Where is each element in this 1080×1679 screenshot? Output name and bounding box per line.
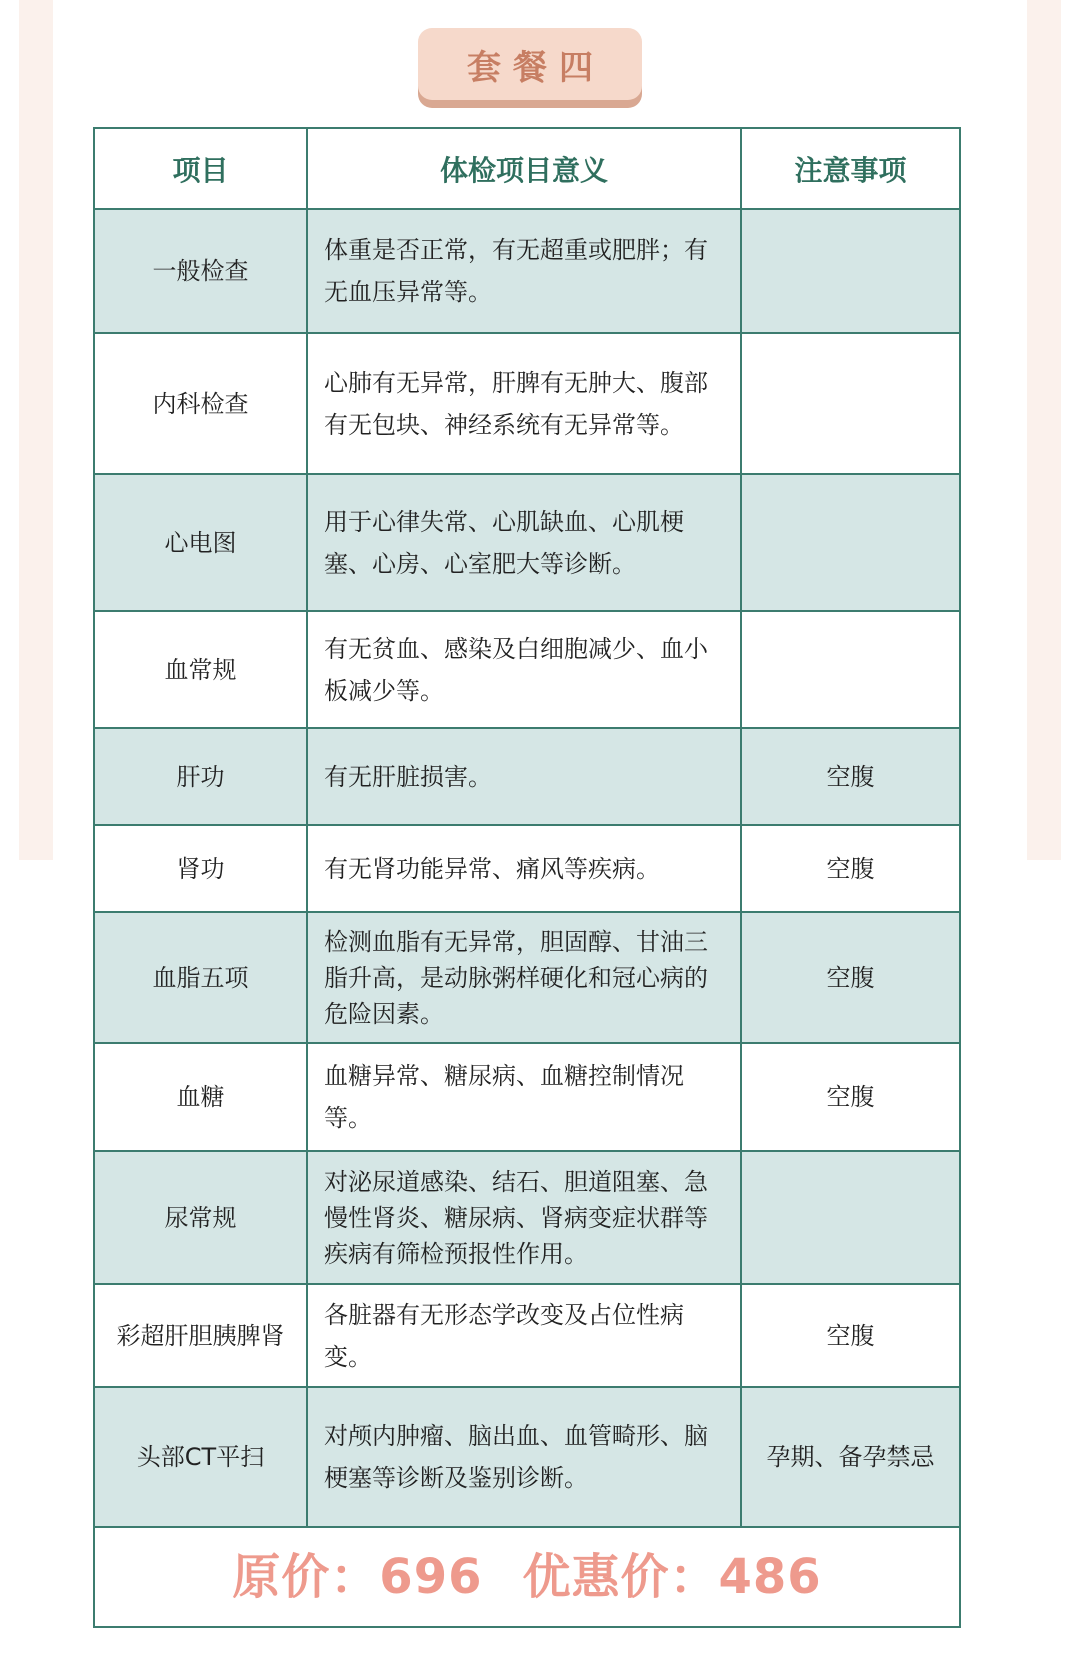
row-item: 内科检查	[94, 333, 307, 474]
row-note: 空腹	[741, 1043, 960, 1151]
row-desc: 有无贫血、感染及白细胞减少、血小板减少等。	[307, 611, 741, 728]
table-row	[94, 825, 960, 912]
header-item: 项目	[94, 128, 307, 209]
row-desc: 心肺有无异常，肝脾有无肿大、腹部有无包块、神经系统有无异常等。	[307, 333, 741, 474]
table-row	[94, 611, 960, 728]
row-item: 彩超肝胆胰脾肾	[94, 1284, 307, 1387]
package-title-badge	[418, 28, 642, 108]
price-row	[94, 1527, 960, 1627]
row-note	[741, 474, 960, 611]
row-note: 空腹	[741, 912, 960, 1043]
row-item: 头部CT平扫	[94, 1387, 307, 1527]
row-note: 空腹	[741, 825, 960, 912]
row-desc: 有无肾功能异常、痛风等疾病。	[307, 825, 741, 912]
row-item: 肝功	[94, 728, 307, 825]
row-note: 空腹	[741, 1284, 960, 1387]
table-row	[94, 333, 960, 474]
row-desc: 用于心律失常、心肌缺血、心肌梗塞、心房、心室肥大等诊断。	[307, 474, 741, 611]
header-notes: 注意事项	[741, 128, 960, 209]
table-row	[94, 474, 960, 611]
table-row	[94, 1284, 960, 1387]
row-note: 空腹	[741, 728, 960, 825]
row-desc: 检测血脂有无异常，胆固醇、甘油三脂升高，是动脉粥样硬化和冠心病的危险因素。	[307, 912, 741, 1043]
table-row	[94, 1151, 960, 1284]
original-price: 原价：696	[232, 1549, 483, 1605]
row-note	[741, 611, 960, 728]
table-header-row	[94, 128, 960, 209]
table-row	[94, 1043, 960, 1151]
row-desc: 对泌尿道感染、结石、胆道阻塞、急慢性肾炎、糖尿病、肾病变症状群等疾病有筛检预报性作用。	[307, 1151, 741, 1284]
table-row	[94, 912, 960, 1043]
discount-price: 优惠价：486	[522, 1549, 822, 1605]
row-item: 血常规	[94, 611, 307, 728]
row-note	[741, 333, 960, 474]
row-note	[741, 209, 960, 333]
row-item: 一般检查	[94, 209, 307, 333]
row-desc: 各脏器有无形态学改变及占位性病变。	[307, 1284, 741, 1387]
row-desc: 体重是否正常，有无超重或肥胖；有无血压异常等。	[307, 209, 741, 333]
row-item: 尿常规	[94, 1151, 307, 1284]
row-desc: 血糖异常、糖尿病、血糖控制情况等。	[307, 1043, 741, 1151]
table-row	[94, 728, 960, 825]
decorative-strip-right	[1027, 0, 1061, 860]
table-row	[94, 1387, 960, 1527]
row-item: 血脂五项	[94, 912, 307, 1043]
package-title: 套餐四	[418, 28, 642, 100]
row-item: 血糖	[94, 1043, 307, 1151]
row-desc: 对颅内肿瘤、脑出血、血管畸形、脑梗塞等诊断及鉴别诊断。	[307, 1387, 741, 1527]
decorative-strip-left	[19, 0, 53, 860]
checkup-table	[93, 127, 961, 1628]
row-desc: 有无肝脏损害。	[307, 728, 741, 825]
table-row	[94, 209, 960, 333]
row-note: 孕期、备孕禁忌	[741, 1387, 960, 1527]
header-meaning: 体检项目意义	[307, 128, 741, 209]
price-cell	[94, 1527, 960, 1627]
row-item: 肾功	[94, 825, 307, 912]
row-note	[741, 1151, 960, 1284]
checkup-table-container	[93, 127, 959, 1628]
row-item: 心电图	[94, 474, 307, 611]
